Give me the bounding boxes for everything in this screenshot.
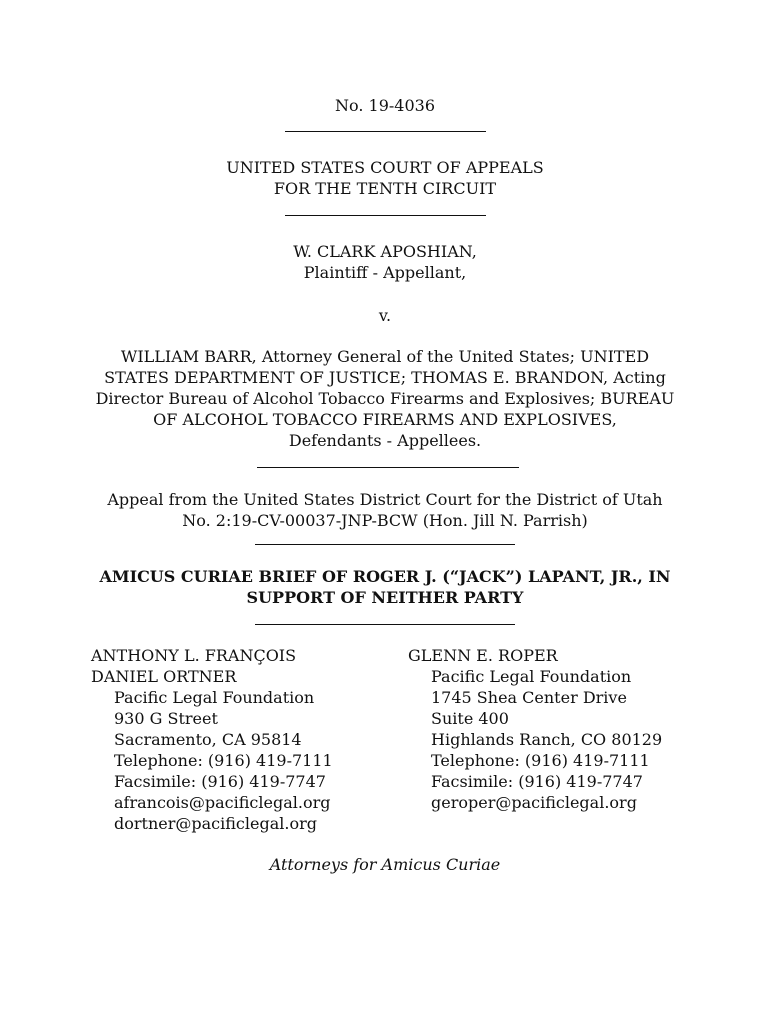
defendants-line-1: WILLIAM BARR, Attorney General of the United States; UNITED [120,347,650,366]
counsel-left-block [91,645,333,834]
defendants-role: Defendants - Appellees. [288,431,482,450]
docket-number: No. 19-4036 [334,96,435,115]
attorneys-for: Attorneys for Amicus Curiae [269,855,501,874]
counsel-email: geroper@pacificlegal.org [431,793,637,812]
counsel-city: Highlands Ranch, CO 80129 [431,730,663,749]
counsel-name: GLENN E. ROPER [408,646,558,665]
divider [255,544,515,545]
counsel-suite: Suite 400 [431,709,509,728]
divider [257,467,519,468]
divider [285,131,486,132]
plaintiff-role: Plaintiff - Appellant, [303,263,467,282]
divider [255,624,515,625]
counsel-name: DANIEL ORTNER [91,667,237,686]
divider [285,215,486,216]
defendants-line-2: STATES DEPARTMENT OF JUSTICE; THOMAS E. BRANDON, Acting [104,368,666,387]
counsel-street: 1745 Shea Center Drive [431,688,627,707]
court-name-line-1: UNITED STATES COURT OF APPEALS [226,158,544,177]
appeal-line-2: No. 2:19-CV-00037-JNP-BCW (Hon. Jill N. Parrish) [182,511,588,530]
counsel-name: ANTHONY L. FRANÇOIS [91,646,297,665]
plaintiff-name: W. CLARK APOSHIAN, [293,242,477,261]
counsel-email: afrancois@pacificlegal.org [114,793,331,812]
court-name-line-2: FOR THE TENTH CIRCUIT [273,179,497,198]
counsel-street: 930 G Street [114,709,218,728]
counsel-telephone: Telephone: (916) 419-7111 [431,751,650,770]
brief-title-line-1: AMICUS CURIAE BRIEF OF ROGER J. (“JACK”) LAPANT, JR., IN [99,567,671,586]
versus: v. [378,306,392,325]
counsel-facsimile: Facsimile: (916) 419-7747 [431,772,643,791]
counsel-organization: Pacific Legal Foundation [114,688,315,707]
brief-title-line-2: SUPPORT OF NEITHER PARTY [246,588,524,607]
counsel-city: Sacramento, CA 95814 [114,730,302,749]
counsel-organization: Pacific Legal Foundation [431,667,632,686]
appeal-line-1: Appeal from the United States District Court for the District of Utah [107,490,663,509]
counsel-telephone: Telephone: (916) 419-7111 [114,751,333,770]
defendants-line-4: OF ALCOHOL TOBACCO FIREARMS AND EXPLOSIVES, [153,410,617,429]
defendants-line-3: Director Bureau of Alcohol Tobacco Firearms and Explosives; BUREAU [95,389,675,408]
counsel-facsimile: Facsimile: (916) 419-7747 [114,772,326,791]
counsel-email: dortner@pacificlegal.org [114,814,317,833]
counsel-right-block [408,645,662,813]
